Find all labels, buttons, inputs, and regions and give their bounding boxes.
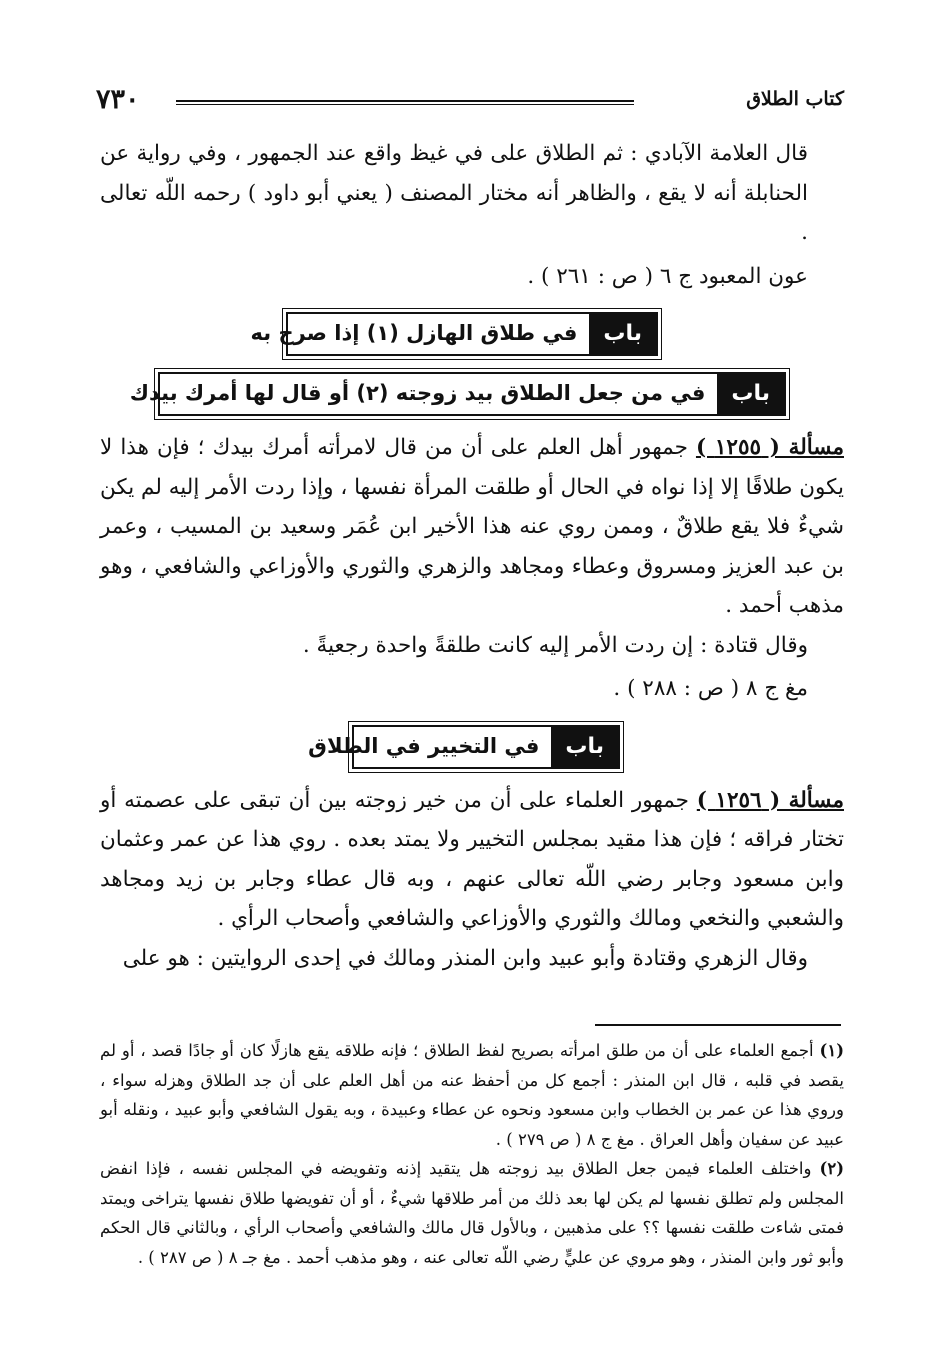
- footnotes: [100, 1036, 844, 1272]
- masala-number: مسألة ( ١٢٥٦ ): [696, 787, 844, 813]
- header-book-title: كتاب الطلاق: [746, 88, 844, 110]
- main-text: [100, 134, 844, 978]
- footnote-separator: [595, 1024, 841, 1026]
- masala-1255: [100, 428, 844, 626]
- chapter-label: باب: [551, 727, 618, 767]
- masala-number: مسألة ( ١٢٥٥ ): [695, 435, 844, 460]
- chapter-label: باب: [589, 314, 656, 354]
- masala-text: جمهور العلماء على أن من خير زوجته بين أن تبقى على عصمته أو تختار فراقه ؛ فإن هذا مقيد بمجلس التخيير ولا يمتد بعده . روي هذا عن عمر وعثمان وابن مسعود وجابر رضي اللّه تعالى عنهم ، وبه قال عطاء وجابر بن زيد ومجاهد والشعبي والنخعي ومالك والثوري والأوزاعي والشافعي وأصحاب الرأي .: [100, 787, 844, 931]
- running-header: [96, 84, 844, 116]
- chapter-title: في التخيير في الطلاق: [308, 733, 540, 758]
- masala-1256: [100, 781, 844, 939]
- footnote-2: [100, 1154, 844, 1272]
- chapter-title: في طلاق الهازل (١) إذا صرح به: [250, 321, 578, 346]
- page-number: ٧٣٠: [96, 84, 140, 115]
- footnote-1: [100, 1036, 844, 1154]
- footnote-marker: (٢): [819, 1159, 844, 1178]
- footnote-text: واختلف العلماء فيمن جعل الطلاق بيد زوجته هل يتقيد إذنه وتفويضه في المجلس نفسه ، فإذا انفض المجلس ولم تطلق نفسها لم يكن لها بعد ذلك من أمر طلاقها شيءٌ ، أو أن تفويضها طلاق نفسها يتراخى ويمتد فمتى شاءت طلقت نفسها ؟؟ على مذهبين ، وبالأول قال مالك والشافعي وأصحاب الرأي ، وبالثاني قال الحكم وأبو ثور وابن المنذر ، وهو مروي عن عليٍّ رضي اللّه تعالى عنه ، وهو مذهب أحمد . مغ جـ ٨ ( ص ٢٨٧ ) .: [100, 1159, 844, 1267]
- chapter-title: في من جعل الطلاق بيد زوجته (٢) أو قال لها أمرك بيدك: [129, 381, 706, 406]
- chapter-heading-takhyir: [308, 725, 620, 769]
- reference-awn: عون المعبود ج ٦ ( ص : ٢٦١ ) .: [527, 263, 808, 289]
- chapter-label: باب: [717, 374, 784, 414]
- chapter-heading-tafwid: [129, 372, 786, 416]
- reference-mugh-288: مغ ج ٨ ( ص : ٢٨٨ ) .: [613, 676, 808, 701]
- paragraph-qatada: وقال قتادة : إن ردت الأمر إليه كانت طلقةً واحدة رجعيةً .: [302, 632, 808, 658]
- footnote-marker: (١): [819, 1041, 844, 1060]
- footnote-text: أجمع العلماء على أن من طلق امرأته بصريح لفظ الطلاق ؛ فإنه طلاقه يقع هازلًا كان أو جادًا قصد ، أو لم يقصد في قلبه ، قال ابن المنذر : أجمع كل من أحفظ عنه من أهل العلم على أن جد الطلاق وهزله سواء ، وروي هذا عن عمر بن الخطاب وابن مسعود ونحوه عن عطاء وعبيدة ، وبه يقول الشافعي وأبو عبيد ، ونقله أبو عبيد عن سفيان وأهل العراق . مغ ج ٨ ( ص ٢٧٩ ) .: [100, 1041, 844, 1149]
- paragraph-zuhri: وقال الزهري وقتادة وأبو عبيد وابن المنذر ومالك في إحدى الروايتين : هو على: [122, 945, 808, 971]
- paragraph-abadi: قال العلامة الآبادي : ثم الطلاق على في غيظ واقع عند الجمهور ، وفي رواية عن الحنابلة أنه لا يقع ، والظاهر أنه مختار المصنف ( يعني أبو داود ) رحمه اللّه تعالى .: [100, 141, 808, 245]
- header-rule: [176, 100, 634, 105]
- chapter-heading-hazil: [250, 312, 658, 356]
- masala-text: جمهور أهل العلم على أن من قال لامرأته أمرك بيدك ؛ فإن هذا لا يكون طلاقًا إلا إذا نواه في الحال أو طلقت المرأة نفسها ، وإذا ردت الأمر إليه لم يكن شيءٌ فلا يقع طلاقٌ ، وممن روي عنه هذا الأخير ابن عُمَر وسعيد بن المسيب ، وعمر بن عبد العزيز ومسروق وعطاء ومجاهد والزهري والثوري والأوزاعي والشافعي ، وهو مذهب أحمد .: [100, 435, 844, 618]
